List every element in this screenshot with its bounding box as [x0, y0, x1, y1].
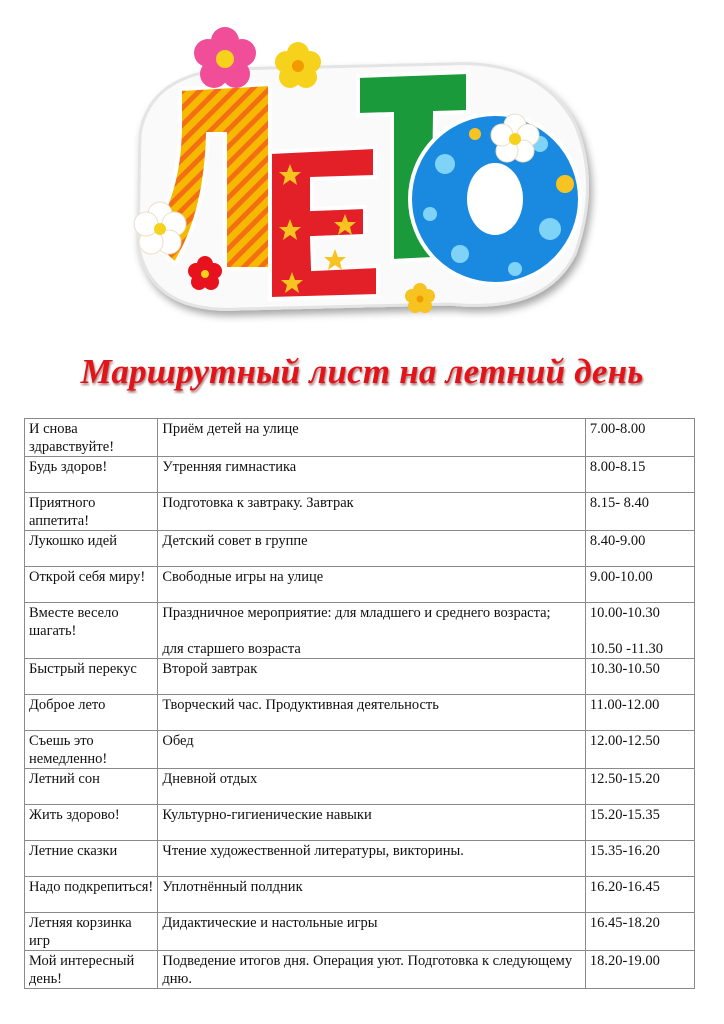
activity-time: 15.35-16.20 [585, 841, 694, 877]
table-row [25, 769, 695, 805]
logo-letter-e [270, 147, 378, 299]
activity-time: 9.00-10.00 [585, 567, 694, 603]
activity-description: Подведение итогов дня. Операция уют. Подготовка к следующему дню. [158, 951, 585, 989]
activity-description: Приём детей на улице [158, 419, 585, 457]
activity-time: 12.00-12.50 [585, 731, 694, 769]
activity-description: Утренняя гимнастика [158, 457, 585, 493]
activity-time-line: 10.00-10.30 [589, 605, 660, 621]
activity-name: Мой интересный день! [25, 951, 158, 989]
activity-description: Второй завтрак [158, 659, 585, 695]
activity-name: Приятного аппетита! [25, 493, 158, 531]
schedule-table [24, 418, 695, 989]
table-row [25, 567, 695, 603]
activity-description: Свободные игры на улице [158, 567, 585, 603]
table-row [25, 913, 695, 951]
activity-time: 10.30-10.50 [585, 659, 694, 695]
table-row [25, 731, 695, 769]
activity-time: 16.45-18.20 [585, 913, 694, 951]
activity-time [585, 603, 694, 659]
activity-name: Лукошко идей [25, 531, 158, 567]
activity-description: Уплотнённый полдник [158, 877, 585, 913]
summer-logo [120, 14, 610, 324]
activity-time: 8.00-8.15 [585, 457, 694, 493]
activity-name: Быстрый перекус [25, 659, 158, 695]
table-row [25, 493, 695, 531]
activity-time: 12.50-15.20 [585, 769, 694, 805]
activity-description [158, 603, 585, 659]
activity-time-line: 10.50 -11.30 [589, 641, 664, 657]
table-row [25, 457, 695, 493]
activity-name: Жить здорово! [25, 805, 158, 841]
activity-description-line: Праздничное мероприятие: для младшего и среднего возраста; [162, 605, 551, 621]
activity-description: Творческий час. Продуктивная деятельность [158, 695, 585, 731]
activity-name: Открой себя миру! [25, 567, 158, 603]
activity-time: 7.00-8.00 [585, 419, 694, 457]
table-row [25, 659, 695, 695]
activity-name: Будь здоров! [25, 457, 158, 493]
activity-time: 18.20-19.00 [585, 951, 694, 989]
activity-description-line: для старшего возраста [162, 641, 301, 657]
activity-name: Летняя корзинка игр [25, 913, 158, 951]
table-row [25, 419, 695, 457]
page-title: Маршрутный лист на летний день [80, 352, 644, 391]
table-row [25, 805, 695, 841]
table-row [25, 841, 695, 877]
activity-name: Летний сон [25, 769, 158, 805]
activity-time: 8.15- 8.40 [585, 493, 694, 531]
activity-description: Обед [158, 731, 585, 769]
activity-name: Вместе весело шагать! [25, 603, 158, 659]
activity-description: Культурно-гигиенические навыки [158, 805, 585, 841]
activity-description: Подготовка к завтраку. Завтрак [158, 493, 585, 531]
activity-time: 11.00-12.00 [585, 695, 694, 731]
activity-name: Надо подкрепиться! [25, 877, 158, 913]
activity-name: Доброе лето [25, 695, 158, 731]
activity-description: Дневной отдых [158, 769, 585, 805]
table-row [25, 877, 695, 913]
activity-name: Летние сказки [25, 841, 158, 877]
table-row [25, 951, 695, 989]
activity-description: Детский совет в группе [158, 531, 585, 567]
table-row [25, 531, 695, 567]
table-row [25, 603, 695, 659]
activity-description: Дидактические и настольные игры [158, 913, 585, 951]
activity-time: 15.20-15.35 [585, 805, 694, 841]
activity-time: 8.40-9.00 [585, 531, 694, 567]
activity-description: Чтение художественной литературы, викторины. [158, 841, 585, 877]
activity-name: Съешь это немедленно! [25, 731, 158, 769]
activity-name: И снова здравствуйте! [25, 419, 158, 457]
activity-time: 16.20-16.45 [585, 877, 694, 913]
table-row [25, 695, 695, 731]
